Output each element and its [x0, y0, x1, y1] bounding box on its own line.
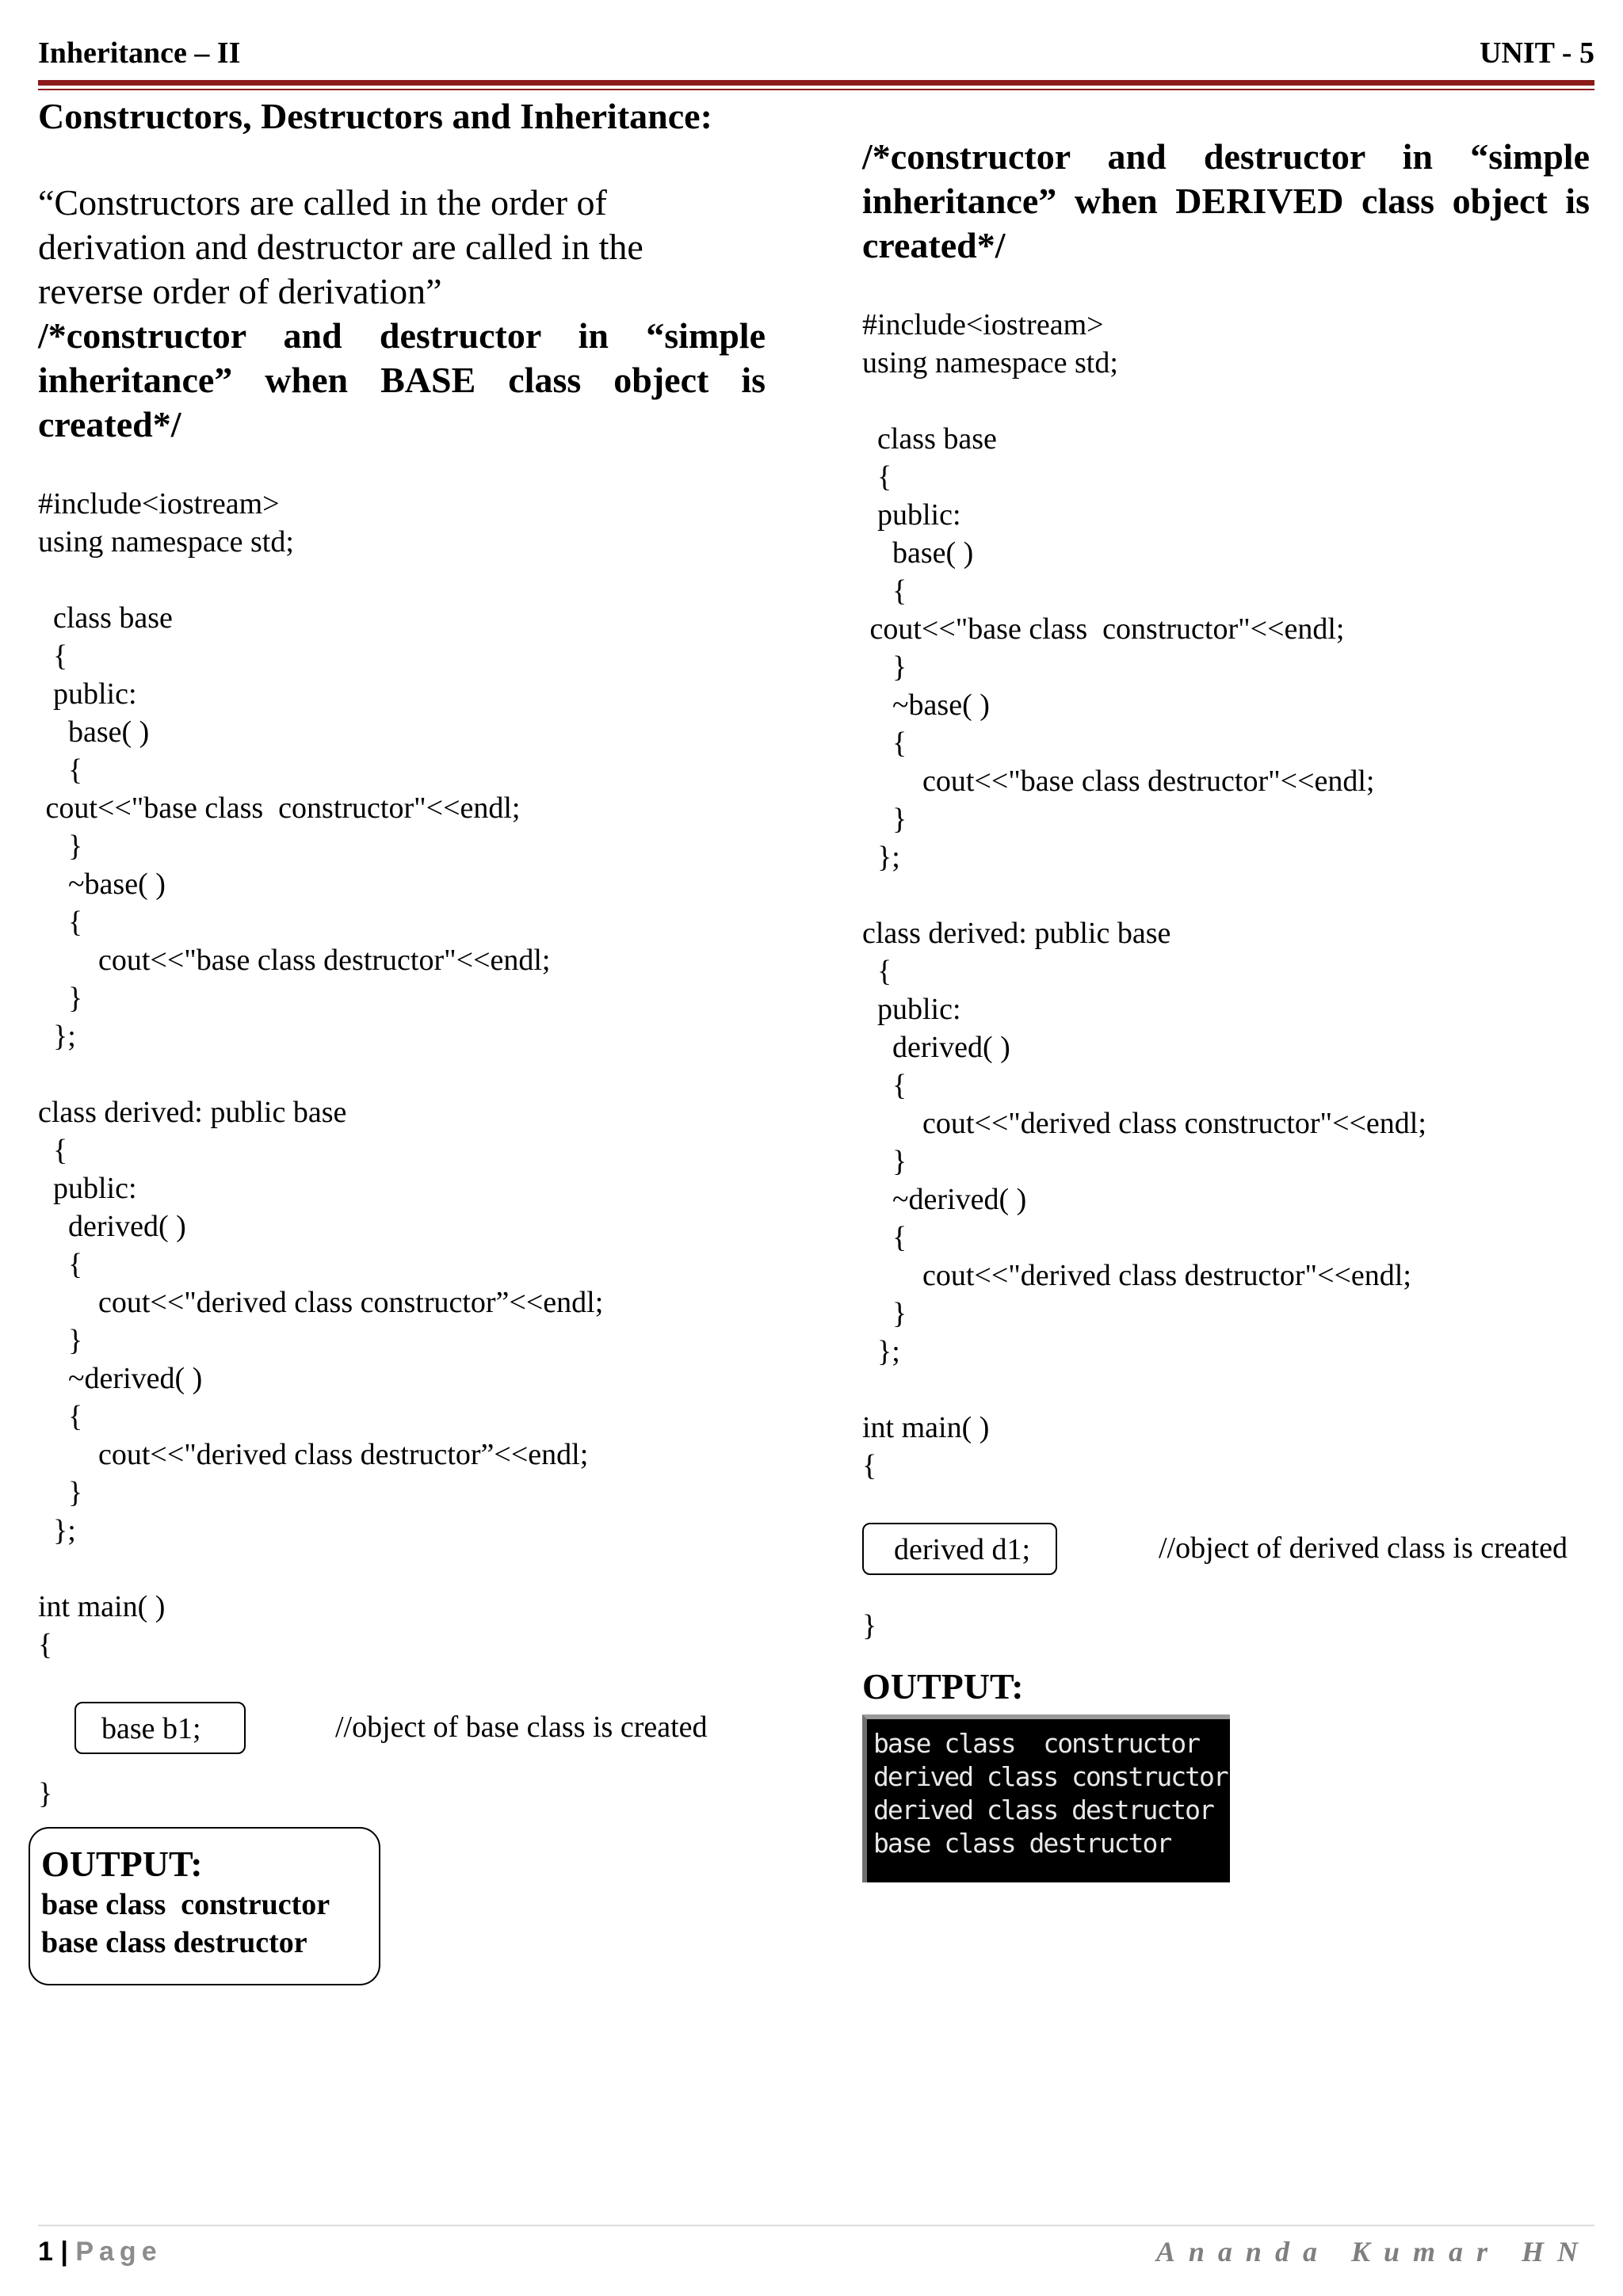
code-line: }; [38, 1514, 76, 1547]
code-line: }; [38, 1020, 76, 1053]
code-line: using namespace std; [38, 525, 294, 559]
code-line: } [38, 1476, 83, 1509]
code-line: } [38, 830, 83, 863]
console-output-screenshot [862, 1714, 1230, 1882]
quote-line: “Constructors are called in the order of [38, 182, 607, 223]
main-function-code [38, 1588, 766, 1813]
code-line: { [38, 1628, 53, 1661]
code-line: base( ) [862, 536, 974, 570]
code-line: derived( ) [38, 1210, 186, 1243]
code-line: public: [38, 677, 137, 711]
code-line: cout<<"base class constructor"<<endl; [38, 791, 521, 825]
code-line: ~base( ) [38, 868, 166, 901]
code-line: { [862, 460, 892, 494]
code-line: ~base( ) [862, 688, 990, 722]
derived-class-code [862, 914, 1590, 1371]
code-line: { [862, 727, 907, 760]
footer-rule [38, 2225, 1594, 2226]
code-line: } [38, 1324, 83, 1357]
code-line: { [38, 753, 83, 787]
code-line: } [862, 1297, 907, 1330]
code-line: { [38, 1134, 68, 1167]
code-line: public: [862, 993, 961, 1026]
code-line: class base [862, 422, 997, 456]
code-line: cout<<"base class constructor"<<endl; [862, 612, 1345, 646]
code-line: } [38, 1777, 53, 1810]
code-line: } [862, 1145, 907, 1178]
code-line: } [862, 803, 907, 836]
code-line: cout<<"derived class destructor”<<endl; [38, 1438, 589, 1471]
base-class-code [862, 420, 1590, 876]
code-line: } [38, 982, 83, 1015]
code-line: { [862, 955, 892, 988]
code-line: derived( ) [862, 1031, 1010, 1064]
code-line: }; [862, 1335, 900, 1368]
code-line: cout<<"derived class constructor”<<endl; [38, 1286, 604, 1319]
page-number [38, 2233, 162, 2271]
derivation-quote [38, 181, 766, 314]
header-title: Inheritance – II [38, 36, 241, 70]
main-function-code [862, 1409, 1590, 1645]
page-separator: | [60, 2237, 68, 2267]
output-box [29, 1827, 380, 1985]
derived-class-code [38, 1093, 766, 1550]
page-word: Page [75, 2237, 162, 2267]
code-line: } [862, 1609, 877, 1642]
code-line: { [862, 1449, 877, 1482]
object-creation-row [862, 1523, 1590, 1599]
code-line: public: [38, 1172, 137, 1205]
code-include [862, 306, 1590, 382]
code-line: int main( ) [38, 1590, 166, 1623]
code-line: cout<<"base class destructor"<<endl; [862, 765, 1375, 798]
code-line: using namespace std; [862, 346, 1118, 379]
code-line: base( ) [38, 715, 150, 749]
quote-line: reverse order of derivation” [38, 271, 442, 311]
code-line: #include<iostream> [862, 308, 1104, 341]
code-line: #include<iostream> [38, 487, 280, 521]
code-line: class derived: public base [38, 1096, 347, 1129]
header-rule [38, 80, 1594, 86]
code-include [38, 485, 766, 561]
left-column [38, 93, 766, 1813]
code-line: cout<<"base class destructor"<<endl; [38, 944, 551, 977]
code-line: ~derived( ) [862, 1183, 1027, 1216]
code-line: int main( ) [862, 1411, 990, 1444]
code-line: } [862, 650, 907, 684]
code-line: { [862, 1069, 907, 1102]
output-title: OUTPUT: [41, 1844, 203, 1884]
object-creation-box: derived d1; [862, 1523, 1057, 1575]
console-line: base class destructor [873, 1828, 1171, 1859]
code-line: { [38, 906, 83, 939]
output-line: base class constructor [41, 1888, 330, 1921]
code-line: class base [38, 601, 173, 635]
author-name: Ananda Kumar HN [1155, 2236, 1591, 2267]
header-unit: UNIT - 5 [1480, 36, 1594, 70]
page-number-value: 1 [38, 2237, 53, 2267]
derived-object-comment: /*constructor and destructor in “simple inheritance” when DERIVED class object is created*/ [862, 136, 1590, 265]
console-line: derived class destructor [873, 1794, 1213, 1825]
code-line: public: [862, 498, 961, 532]
code-line: }; [862, 841, 900, 874]
code-line: { [38, 639, 68, 673]
output-title: OUTPUT: [862, 1666, 1024, 1707]
code-line: ~derived( ) [38, 1362, 203, 1395]
right-column [862, 135, 1590, 1882]
object-creation-comment: //object of base class is created [335, 1711, 708, 1744]
code-line: class derived: public base [862, 917, 1171, 950]
code-line: { [38, 1400, 83, 1433]
console-line: derived class constructor [873, 1761, 1228, 1792]
output-line: base class destructor [41, 1926, 307, 1959]
object-creation-row [38, 1702, 766, 1759]
code-line: { [862, 1221, 907, 1254]
object-creation-comment: //object of derived class is created [1159, 1531, 1568, 1565]
console-line: base class constructor [873, 1728, 1199, 1759]
code-line: { [862, 574, 907, 608]
section-title: Constructors, Destructors and Inheritance: [38, 96, 712, 136]
code-line: { [38, 1248, 83, 1281]
object-creation-box: base b1; [74, 1702, 246, 1754]
base-object-comment: /*constructor and destructor in “simple inheritance” when BASE class object is created*/ [38, 315, 766, 444]
header-rule-thin [38, 89, 1594, 90]
code-line: cout<<"derived class constructor"<<endl; [862, 1107, 1426, 1140]
code-line: cout<<"derived class destructor"<<endl; [862, 1259, 1411, 1292]
quote-line: derivation and destructor are called in the [38, 227, 643, 267]
base-class-code [38, 599, 766, 1055]
